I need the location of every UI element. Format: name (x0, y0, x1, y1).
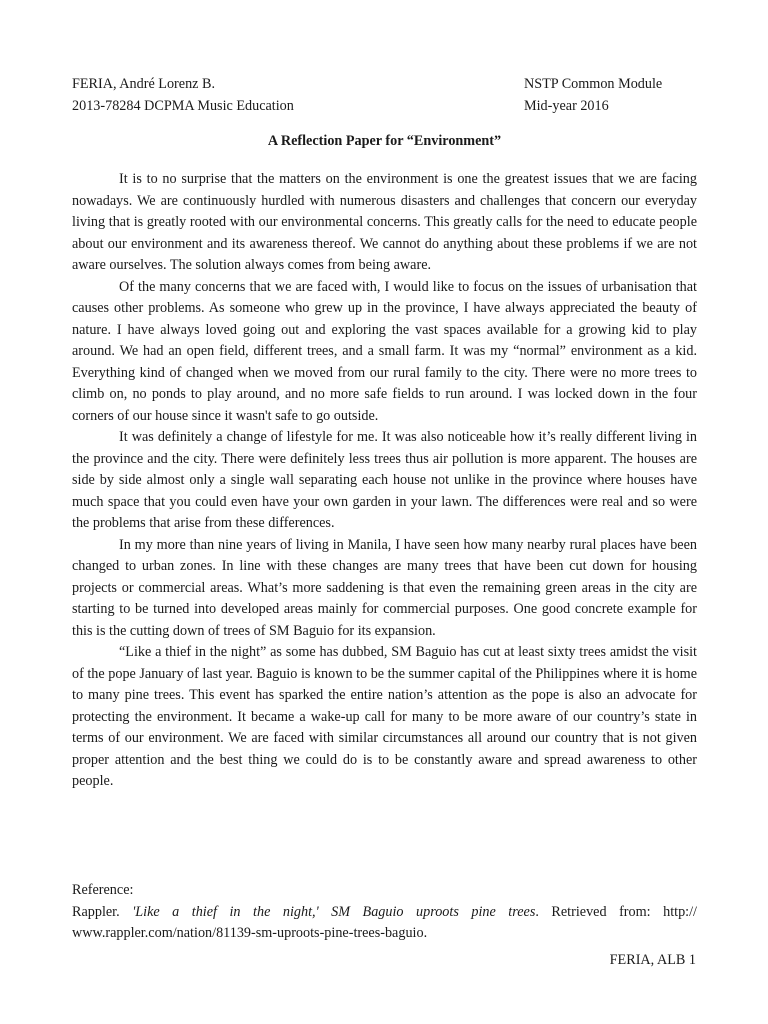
paragraph: It is to no surprise that the matters on the environment is one the greatest issues that we are facing nowadays. We are continuously hurdled with numerous disasters and challenges that concern our everyday living that is greatly rooted with our environmental concerns. This greatly calls for the need to educate people about our environment and its awareness thereof. We cannot do anything about these problems if we are not aware ourselves. The solution always comes from being aware. (72, 171, 697, 273)
reference-section (72, 880, 697, 945)
reference-retrieved: . Retrieved from: http:// www.rappler.com/nation/81139-sm-uproots-pine-trees-baguio. (72, 903, 697, 941)
reference-source: Rappler. (72, 903, 120, 920)
course-name: NSTP Common Module (524, 76, 663, 92)
paper-body (72, 169, 697, 793)
page-footer: FERIA, ALB 1 (609, 952, 696, 968)
document-page (72, 74, 697, 793)
paper-title: A Reflection Paper for “Environment” (267, 133, 502, 149)
document-header (72, 74, 697, 118)
author-name: FERIA, André Lorenz B. (72, 76, 216, 92)
header-left (72, 74, 294, 117)
student-id-program: 2013-78284 DCPMA Music Education (72, 97, 294, 114)
paragraph: It was definitely a change of lifestyle for me. It was also noticeable how it’s really different living in the province and the city. There were definitely less trees thus air pollution is more apparent. The houses are side by side almost only a single wall separating each house not unlike in the province where houses have much space that you could even have your own garden in your lawn. The differences were real and so were the problems that arise from these differences. (72, 429, 697, 531)
reference-article-title: 'Like a thief in the night,' SM Baguio uproots pine trees (132, 903, 536, 920)
term: Mid-year 2016 (524, 97, 609, 114)
reference-citation (72, 902, 697, 945)
paragraph: Of the many concerns that we are faced with, I would like to focus on the issues of urbanisation that causes other problems. As someone who grew up in the province, I have always appreciated the beauty of nature. I have always loved going out and exploring the vast spaces available for a growing kid to play around. We had an open field, different trees, and a small farm. It was my “normal” environment as a kid. Everything kind of changed when we moved from our rural family to the city. There were no more trees to climb on, no ponds to play around, and no more safe fields to run around. I was locked down in the four corners of our house since it wasn't safe to go outside. (72, 278, 697, 424)
paragraph: “Like a thief in the night” as some has dubbed, SM Baguio has cut at least sixty trees amidst the visit of the pope January of last year. Baguio is known to be the summer capital of the Philippines where it is home to many pine trees. This event has sparked the entire nation’s attention as the pope is also an advocate for protecting the environment. It became a wake-up call for many to be more aware of our country’s state in terms of our environment. We are faced with similar circumstances all around our country that is not given proper attention and the best thing we could do is to be constantly aware and spread awareness to other people. (72, 644, 697, 789)
paragraph: In my more than nine years of living in Manila, I have seen how many nearby rural places have been changed to urban zones. In line with these changes are many trees that have been cut down for housing projects or commercial areas. What’s more saddening is that even the remaining green areas in the city are starting to be turned into developed areas mainly for commercial purposes. One good concrete example for this is the cutting down of trees of SM Baguio for its expansion. (72, 536, 697, 639)
header-right (524, 74, 662, 117)
reference-label: Reference: (72, 882, 134, 898)
